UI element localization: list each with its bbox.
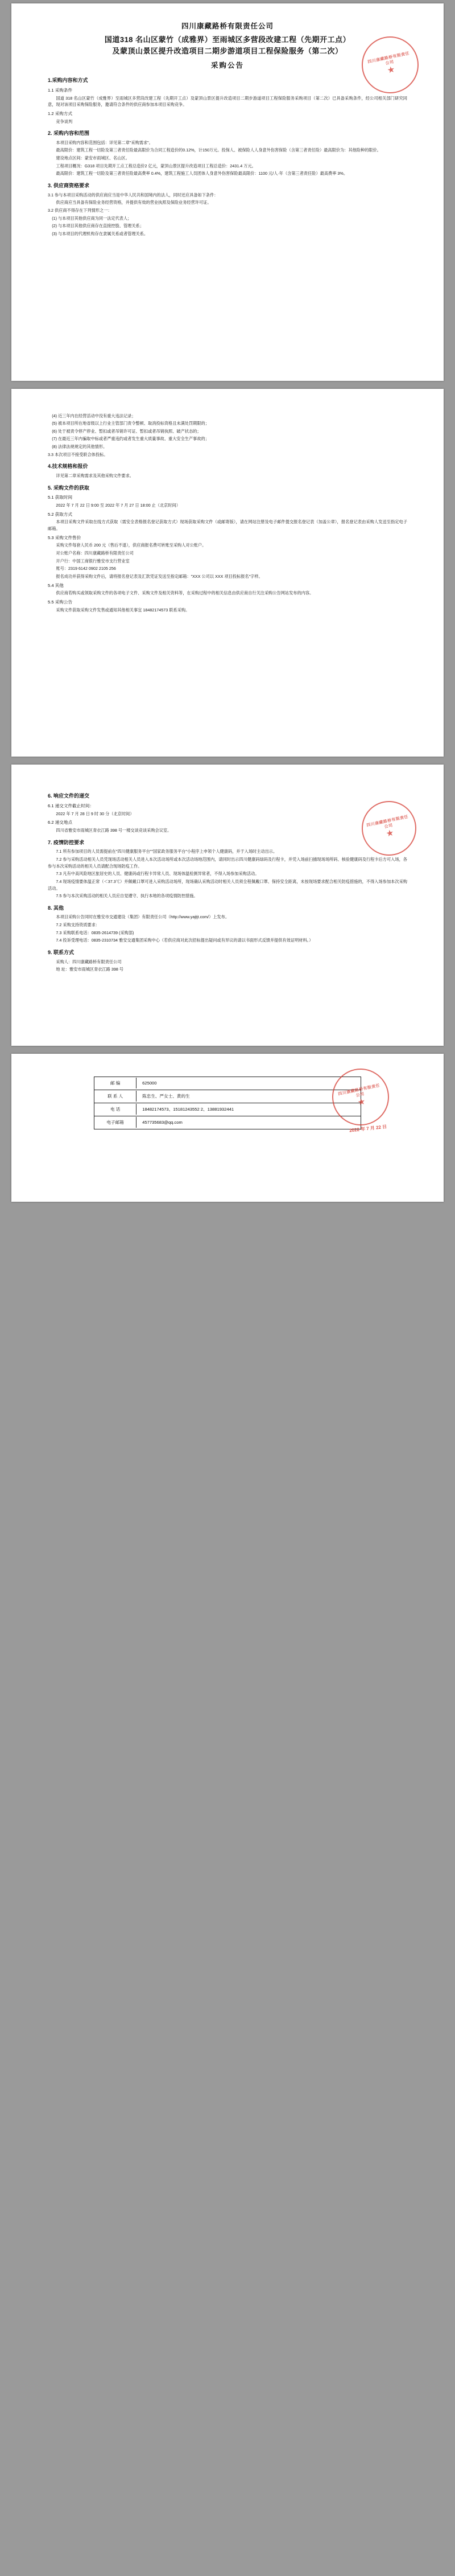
document-title-line2: 及蒙顶山景区提升改造项目二期步游道项目工程保险服务（第二次） bbox=[112, 47, 343, 56]
row-label: 联 系 人 bbox=[94, 1091, 136, 1102]
company-name: 四川康藏路桥有限责任公司 bbox=[181, 22, 274, 30]
section-4-paragraph-1: 详见第二章采购需求及其他采购文件要求。 bbox=[56, 473, 134, 478]
section-5-4-heading: 5.4 其他 bbox=[48, 582, 64, 588]
section-2-paragraph-1: 本项目采购内容和范围包括：详见第二章"采购需求"。 bbox=[56, 139, 153, 145]
seal-text: 四川康藏路桥有限责任公司 bbox=[367, 51, 410, 66]
section-3-paragraph-8: (5) 被本项目所在地省级以上行业主管部门责令整顿、取消投标资格且未满处罚期限的； bbox=[52, 421, 209, 426]
document-title-line1: 国道318 名山区蒙竹（成雅界）至雨城区多营段改建工程（先期开工点） bbox=[104, 35, 351, 44]
row-value: 18482174573、15181243552 2、13881932441 bbox=[142, 1107, 234, 1112]
section-5-3-heading: 5.3 采购文件售价 bbox=[48, 535, 81, 540]
section-3-paragraph-2: 供应商应当具备有保险业务经营资格，并提供有效的营业执照及保险业务经营许可证。 bbox=[56, 200, 212, 206]
section-8-paragraph-1: 本项目采购公告同时在雅安市交通建设（集团）有限责任公司（http://www.yajtjt.com/）上发布。 bbox=[56, 914, 230, 920]
table-row bbox=[94, 1116, 361, 1129]
document-page-4 bbox=[11, 1054, 444, 1202]
section-3-paragraph-10: (7) 在最近三年内骗取中标或者严重违约或者发生重大质量事故、重大安全生产事故的； bbox=[52, 436, 209, 442]
row-label: 邮 编 bbox=[94, 1078, 136, 1088]
section-8-paragraph-3: 7.3 采购联系电话：0835-2614739 (采购部) bbox=[56, 930, 134, 935]
row-value: 陈忠生、严女士、黄的生 bbox=[142, 1094, 190, 1099]
section-2-paragraph-5: 最高限价：建筑工程一切险及第三者责任险最高费率 0.4%，建筑工程施工人员团体人身意外伤害保险最高限价：1100 元/人·年（含第三者责任险）最高费率 3%。 bbox=[56, 171, 348, 176]
seal-star-icon: ★ bbox=[386, 828, 395, 838]
table-row bbox=[94, 1077, 361, 1090]
section-2-paragraph-4: 工程项目概况：G318 项目先期开工点工程总造价2 亿元，蒙顶山景区提升改造项目工程总造价：2431.4 万元。 bbox=[56, 163, 256, 169]
row-value: 457735683@qq.com bbox=[142, 1120, 183, 1125]
section-5-3-paragraph-4: 账号：2319 6142 0902 2105 256 bbox=[56, 566, 116, 572]
section-5-2-paragraph: 本项目采购文件采取在线方式获取（需安全表格报名登记获取方式）现场获取采购文件（或邮寄版），请在网站注册及电子邮件提交报名登记表（加盖公章），报名登记表由采购人发送至指定电子邮箱。 bbox=[48, 519, 407, 531]
section-3-paragraph-3: 3.2 供应商不得存在下列情形之一： bbox=[48, 207, 112, 213]
section-7-paragraph-2: 7.2 参与采购活动相关人员凭现场活动相关人员进入本次活动场所或本次活动场地范围内，请同时出示四川健康码绿码及行程卡，并凭入场前扫描现场场所码、核验健康码及行程卡后方可入场，各参与本次采购活动的相关人员请配合现场防疫工作。 bbox=[48, 856, 407, 869]
section-3-heading: 3. 供应商资格要求 bbox=[48, 183, 90, 189]
section-7-paragraph-5: 7.5 参与本次采购活动的相关人员应自觉遵守、执行本地的各项疫情防控措施。 bbox=[56, 893, 198, 899]
section-1-2-paragraph: 竞争谈判 bbox=[56, 118, 73, 124]
section-7-heading: 7. 疫情防控要求 bbox=[48, 839, 85, 845]
seal-text: 四川康藏路桥有限责任公司 bbox=[366, 815, 409, 829]
section-7-paragraph-3: 7.3 凡有中高风险地区旅居史的人员、健康码或行程卡异常人员、现场体温检测异常者，不得入场参加采购活动。 bbox=[56, 871, 259, 877]
document-page-2 bbox=[11, 389, 444, 757]
section-1-1-heading: 1.1 采购条件 bbox=[48, 87, 73, 93]
section-2-heading: 2. 采购内容和范围 bbox=[48, 130, 90, 137]
section-5-heading: 5. 采购文件的获取 bbox=[48, 484, 90, 491]
section-6-1-paragraph: 2022 年 7 月 28 日 9 时 30 分（北京时间） bbox=[56, 811, 134, 816]
section-6-1-heading: 6.1 递交文件截止时间： bbox=[48, 803, 94, 808]
document-page-3 bbox=[11, 765, 444, 1045]
row-value: 625000 bbox=[142, 1080, 157, 1086]
contact-info-table bbox=[94, 1077, 361, 1129]
document-pages bbox=[0, 3, 455, 1202]
seal-text: 四川康藏路桥有限责任公司 bbox=[338, 1083, 380, 1098]
section-5-3-paragraph-5: 报名成功并获得采购文件后，请将报名登记表及汇款凭证发送至指定邮箱："XXX 公司以 XXX 项目投标报名"字样。 bbox=[56, 573, 263, 579]
section-6-2-heading: 6.2 递交地点 bbox=[48, 820, 73, 825]
section-3-paragraph-12: 3.3 本次项目不接受联合体投标。 bbox=[48, 451, 108, 457]
section-1-heading: 1.采购内容和方式 bbox=[48, 77, 88, 84]
section-5-3-paragraph-3: 开户行：中国工商银行雅安市支行营业室 bbox=[56, 558, 130, 564]
section-3-paragraph-4: (1) 与本项目其他供应商为同一法定代表人； bbox=[52, 215, 132, 221]
section-6-2-paragraph: 四川省雅安市雨城区青衣江路 398 号一楼交谈竞谈采购会议室。 bbox=[56, 828, 172, 833]
section-5-1-heading: 5.1 获取时间 bbox=[48, 495, 73, 500]
section-5-4-paragraph: 供应商若购买或领取采购文件的各项电子文件、采购文件及相关资料等，在采购过程中的相关信息由供应商自行关注采购公告网站发布的内容。 bbox=[56, 590, 314, 596]
section-9-heading: 9. 联系方式 bbox=[48, 950, 75, 956]
seal-star-icon: ★ bbox=[357, 1096, 366, 1107]
seal-star-icon: ★ bbox=[387, 64, 396, 75]
section-7-paragraph-4: 7.4 现场疫情要体温正常（＜37.3℃）并佩戴口罩可进入采购活动场所，现场确认采购活动时相关人员须全程佩戴口罩、保持安全距离，未按现场要求配合相关防疫措施的，不得入场参加本次采购活动。 bbox=[48, 878, 407, 891]
section-1-1-paragraph: 国道 318 名山区蒙竹（成雅界）至雨城区多营段改建工程（先期开工点）及蒙顶山景区提升改造项目二期步游道项目工程保险服务采购项目（第二次）已具备采购条件，经公司相关部门研究同意，现对该项目采购保险服务，邀请符合条件的供应商参加本项目采购竞争。 bbox=[48, 95, 407, 108]
document-subtitle: 采购公告 bbox=[210, 61, 244, 70]
section-5-3-paragraph-1: 采购文件每套人民币 200 元（售后不退），供应商报名费可转账至采购人对公账户。 bbox=[56, 543, 206, 548]
section-3-paragraph-9: (6) 处于被责令停产停业、暂扣或者吊销许可证、暂扣或者吊销执照、破产状态的； bbox=[52, 428, 201, 434]
section-5-2-heading: 5.2 获取方式 bbox=[48, 511, 73, 517]
section-9-paragraph-1: 采购人：四川康藏路桥有限责任公司 bbox=[56, 959, 122, 964]
row-label: 电子邮箱 bbox=[94, 1117, 136, 1128]
document-page-1 bbox=[11, 3, 444, 381]
section-2-paragraph-2: 最高限价：建筑工程一切险及第三者责任险最高限价为合同工程造价的0.12%，计150万元。投保人、被保险人人身意外伤害保险（含第三者责任险）最高限价为：其他险种的限价。 bbox=[56, 147, 381, 153]
section-5-5-heading: 5.5 采购公告 bbox=[48, 599, 73, 605]
section-4-heading: 4.技术规格和报价 bbox=[48, 463, 88, 470]
section-9-paragraph-2: 地 址：雅安市雨城区青衣江路 398 号 bbox=[56, 967, 123, 972]
section-8-paragraph-4: 7.4 投诉受理电话：0835-2310734 雅安交通集团采购中心（若供应商对此次招标提出疑问或有异议的请以书面形式反馈并提供有效证明材料。） bbox=[56, 938, 313, 943]
section-8-paragraph-2: 7.2 采购支持资质要求： bbox=[56, 922, 100, 928]
section-2-paragraph-3: 建设地点区间：蒙安市雨城区、名山区。 bbox=[56, 155, 130, 161]
section-5-5-paragraph: 采购文件获取采购文件发售或通知其他相关事宜 18482174573 联系采购。 bbox=[56, 607, 190, 613]
section-5-1-paragraph: 2022 年 7 月 22 日 9:00 至 2022 年 7 月 27 日 18:00 止（北京时间） bbox=[56, 502, 180, 508]
seal-date: 2022 年 7 月 22 日 bbox=[349, 1124, 387, 1133]
section-3-paragraph-1: 3.1 参与本项目采购活动的供应商应当是中华人民共和国境内的法人，同时还应具备如下条件： bbox=[48, 192, 218, 198]
table-row bbox=[94, 1090, 361, 1103]
section-3-paragraph-5: (2) 与本项目其他供应商存在直接控股、管理关系； bbox=[52, 223, 144, 229]
section-3-paragraph-6: (3) 与本项目的代理机构存在隶属关系或者管理关系。 bbox=[52, 231, 148, 236]
section-7-paragraph-1: 7.1 所有参加项目的人员需提前在"四川健康服务平台""国家政务服务平台"小程序上申领个人健康码，并于入场时主动出示。 bbox=[56, 849, 278, 854]
section-3-paragraph-7: (4) 近三年内在经营活动中没有重大违法记录； bbox=[52, 413, 136, 418]
section-1-2-heading: 1.2 采购方式 bbox=[48, 110, 73, 116]
table-row bbox=[94, 1103, 361, 1116]
section-8-heading: 8. 其他 bbox=[48, 905, 64, 911]
section-6-heading: 6. 响应文件的递交 bbox=[48, 793, 90, 799]
section-3-paragraph-11: (8) 法律法规规定的其他情形。 bbox=[52, 444, 107, 450]
row-label: 电 话 bbox=[94, 1104, 136, 1115]
section-5-3-paragraph-2: 对公账户名称：四川康藏路桥有限责任公司 bbox=[56, 550, 134, 556]
